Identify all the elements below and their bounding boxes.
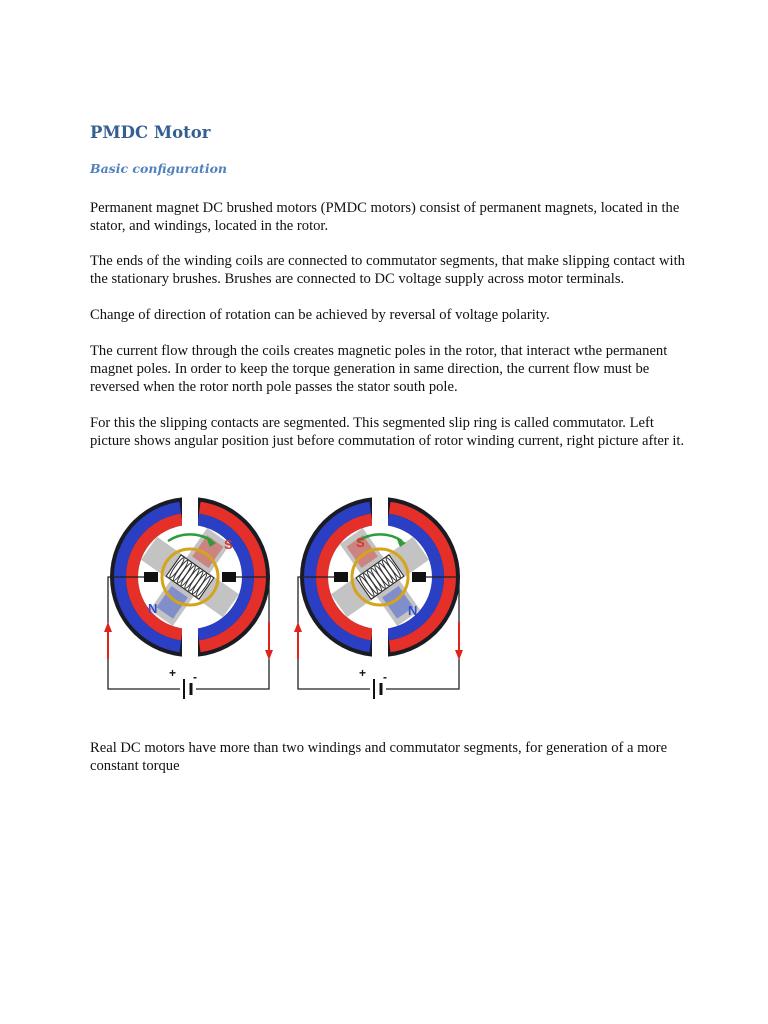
paragraph-3: Change of direction of rotation can be achieved by reversal of voltage polarity.: [90, 307, 550, 323]
pole-gap-top: [372, 497, 388, 527]
current-arrowhead-right: [455, 650, 463, 660]
paragraph-5: For this the slipping contacts are segmented. This segmented slip ring is called commutator. Left picture shows angular position just before commutation of rotor winding current, right picture after it.: [90, 415, 685, 449]
brush-left: [144, 572, 158, 582]
battery-minus-label: -: [193, 670, 197, 684]
paragraph-1: Permanent magnet DC brushed motors (PMDC motors) consist of permanent magnets, located in the stator, and windings, located in the rotor.: [90, 200, 680, 234]
motor-right: [294, 497, 463, 699]
closing-paragraph: Real DC motors have more than two windings and commutator segments, for generation of a more constant torque: [90, 740, 668, 774]
battery-plus-label: +: [359, 666, 367, 680]
brush-left: [334, 572, 348, 582]
rotor-pole-s-label: S: [356, 535, 365, 550]
current-arrowhead-right: [265, 650, 273, 660]
section-subtitle: Basic configuration: [90, 161, 227, 176]
rotor-pole-n-label: N: [408, 603, 418, 618]
pole-gap-top: [182, 497, 198, 527]
motor-left: [104, 497, 273, 699]
paragraph-2: The ends of the winding coils are connected to commutator segments, that make slipping contact with the stationary brushes. Brushes are connected to DC voltage supply across motor terminals.: [90, 253, 685, 287]
battery-minus-label: -: [383, 670, 387, 684]
paragraph-4: The current flow through the coils creates magnetic poles in the rotor, that interact wthe permanent magnet poles. In order to keep the torque generation in same direction, the current flow must be reversed when the rotor north pole passes the stator south pole.: [90, 343, 668, 395]
brush-right: [412, 572, 426, 582]
pole-gap-bottom: [182, 627, 198, 657]
pole-gap-bottom: [372, 627, 388, 657]
motor-diagram: [96, 494, 486, 708]
rotor-pole-s-label: S: [224, 537, 233, 552]
brush-right: [222, 572, 236, 582]
commutation-figure: [96, 494, 486, 708]
current-arrowhead-left: [104, 622, 112, 632]
battery-plus-label: +: [169, 666, 177, 680]
page-title: PMDC Motor: [90, 123, 211, 142]
rotor-pole-n-label: N: [148, 601, 158, 616]
current-arrowhead-left: [294, 622, 302, 632]
